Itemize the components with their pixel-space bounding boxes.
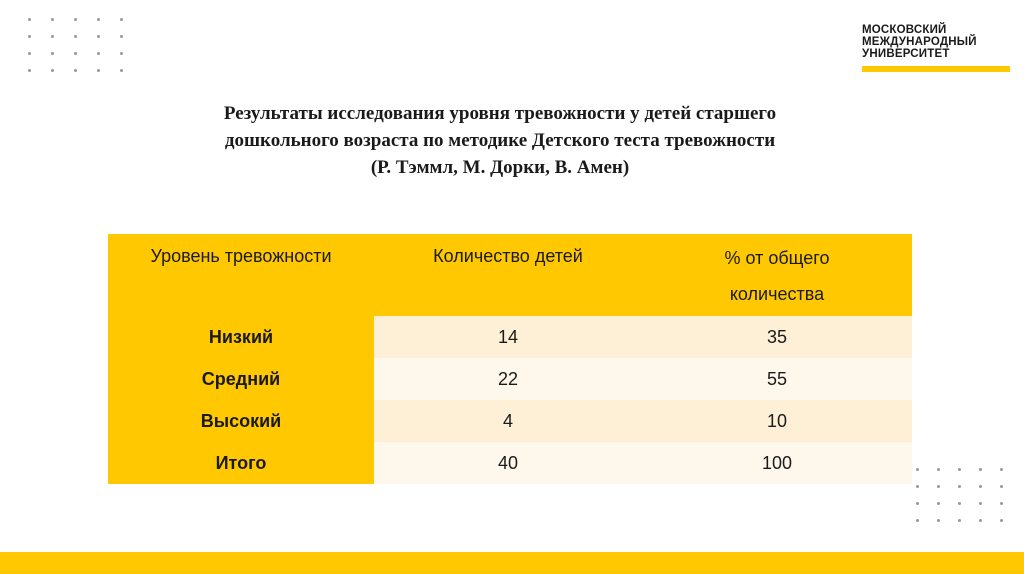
results-table — [108, 234, 912, 484]
row-level-cell: Низкий — [108, 316, 374, 358]
logo-underline-bar — [862, 66, 1010, 72]
header-children-count — [374, 234, 642, 316]
header-anxiety-level — [108, 234, 374, 316]
row-count-cell: 22 — [374, 358, 642, 400]
page-title — [120, 100, 880, 181]
row-count-cell: 40 — [374, 442, 642, 484]
row-level-cell: Средний — [108, 358, 374, 400]
title-line-3: (Р. Тэммл, М. Дорки, В. Амен) — [370, 157, 630, 178]
table-header-row — [108, 234, 912, 316]
decorative-dot-grid — [28, 18, 123, 72]
table-row — [108, 442, 912, 484]
bottom-accent-bar — [0, 552, 1024, 574]
header-children-count-label: Количество детей — [433, 246, 583, 266]
row-count-cell: 14 — [374, 316, 642, 358]
header-anxiety-level-label: Уровень тревожности — [150, 246, 332, 266]
row-level-cell: Высокий — [108, 400, 374, 442]
row-count-cell: 4 — [374, 400, 642, 442]
header-percent-line-1: % от общего — [724, 248, 830, 268]
row-percent-cell: 35 — [642, 316, 912, 358]
row-percent-cell: 55 — [642, 358, 912, 400]
row-level-cell: Итого — [108, 442, 374, 484]
row-percent-cell: 100 — [642, 442, 912, 484]
logo-line-1: МОСКОВСКИЙ — [862, 24, 947, 36]
row-percent-cell: 10 — [642, 400, 912, 442]
header-percent-line-2: количества — [729, 284, 825, 304]
table-row — [108, 358, 912, 400]
title-line-2: дошкольного возраста по методике Детского теста тревожности — [224, 130, 776, 151]
decorative-dot-grid — [916, 468, 1003, 522]
header-percent-total — [642, 234, 912, 316]
title-line-1: Результаты исследования уровня тревожности у детей старшего — [223, 103, 777, 124]
logo-line-3: УНИВЕРСИТЕТ — [862, 48, 950, 60]
logo-line-2: МЕЖДУНАРОДНЫЙ — [862, 36, 977, 48]
table-row — [108, 400, 912, 442]
university-logo — [862, 24, 1010, 72]
table-row — [108, 316, 912, 358]
